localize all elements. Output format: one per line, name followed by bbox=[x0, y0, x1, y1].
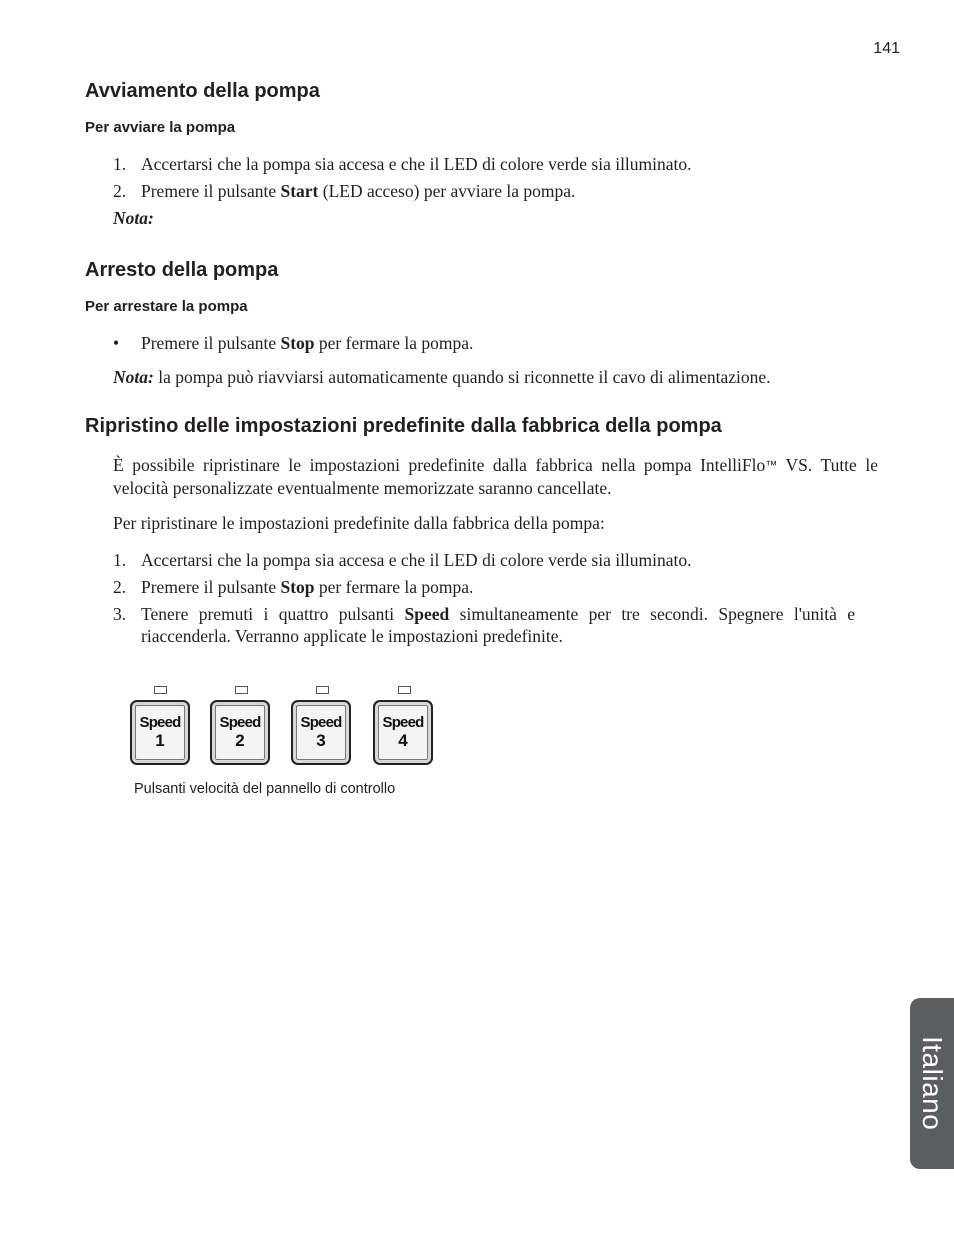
note-text: la pompa può riavviarsi automaticamente quando si riconnette il cavo di alimentazione. bbox=[153, 367, 771, 387]
bullet-text-pre: Premere il pulsante bbox=[141, 333, 281, 353]
trademark-symbol: ™ bbox=[765, 458, 778, 472]
speed-button-number: 4 bbox=[398, 731, 408, 750]
section-title-start-pump: Avviamento della pompa bbox=[85, 80, 320, 102]
start-button-ref: Start bbox=[280, 181, 319, 201]
led-indicator-icon bbox=[154, 686, 167, 694]
bullet-text-post: per fermare la pompa. bbox=[314, 333, 474, 353]
speed-button-1 bbox=[130, 700, 190, 765]
step-text-post: simultaneamente per tre secondi. Spegnere l'unità e riaccenderla. Verranno applicate le impostazioni predefinite. bbox=[141, 604, 856, 646]
bullet-text bbox=[141, 332, 473, 354]
led-indicator-icon bbox=[398, 686, 411, 694]
step-number: 1. bbox=[113, 550, 127, 570]
speed-button-label: Speed bbox=[382, 714, 424, 731]
intro-paragraph bbox=[113, 454, 878, 500]
speed-button-label: Speed bbox=[219, 714, 261, 731]
section-title-factory-reset: Ripristino delle impostazioni predefinite dalla fabbrica della pompa bbox=[85, 415, 722, 437]
step-text-post: (LED acceso) per avviare la pompa. bbox=[318, 181, 576, 201]
speed-button-4 bbox=[373, 700, 433, 765]
speed-button-ref: Speed bbox=[404, 604, 450, 624]
figure-caption: Pulsanti velocità del pannello di controllo bbox=[134, 781, 396, 797]
page-number: 141 bbox=[873, 40, 900, 57]
step-text-pre: Premere il pulsante bbox=[141, 577, 281, 597]
speed-button-2 bbox=[210, 700, 270, 765]
step-text-post: per fermare la pompa. bbox=[314, 577, 474, 597]
speed-button-label: Speed bbox=[300, 714, 342, 731]
step-number: 3. bbox=[113, 604, 127, 624]
step-number: 1. bbox=[113, 154, 127, 174]
note bbox=[113, 366, 771, 388]
intro-pre: È possibile ripristinare le impostazioni predefinite dalla fabbrica nella pompa IntelliFlo bbox=[113, 455, 766, 475]
note-label: Nota: bbox=[113, 367, 154, 387]
step-text bbox=[141, 576, 473, 598]
speed-button-label: Speed bbox=[139, 714, 181, 731]
lead-paragraph: Per ripristinare le impostazioni predefinite dalla fabbrica della pompa: bbox=[113, 513, 605, 533]
language-tab-label: Italiano bbox=[917, 1036, 948, 1131]
step-text-pre: Premere il pulsante bbox=[141, 181, 281, 201]
note-label: Nota: bbox=[113, 208, 154, 228]
section-subtitle-start-pump: Per avviare la pompa bbox=[85, 119, 236, 136]
speed-button-3 bbox=[291, 700, 351, 765]
speed-button-number: 1 bbox=[155, 731, 165, 750]
led-indicator-icon bbox=[316, 686, 329, 694]
section-title-stop-pump: Arresto della pompa bbox=[85, 259, 279, 281]
step-text bbox=[141, 603, 855, 647]
speed-buttons-figure bbox=[128, 686, 440, 770]
bullet-mark: • bbox=[113, 333, 120, 353]
step-text: Accertarsi che la pompa sia accesa e che il LED di colore verde sia illuminato. bbox=[141, 550, 692, 570]
step-number: 2. bbox=[113, 577, 127, 597]
stop-button-ref: Stop bbox=[280, 333, 315, 353]
speed-button-number: 2 bbox=[235, 731, 245, 750]
step-text-pre: Tenere premuti i quattro pulsanti bbox=[141, 604, 405, 624]
stop-button-ref: Stop bbox=[280, 577, 315, 597]
step-text bbox=[141, 180, 575, 202]
section-subtitle-stop-pump: Per arrestare la pompa bbox=[85, 298, 248, 315]
intro-post: VS. Tutte le velocità personalizzate eventualmente memorizzate saranno cancellate. bbox=[113, 455, 878, 498]
step-number: 2. bbox=[113, 181, 127, 201]
led-indicator-icon bbox=[235, 686, 248, 694]
step-text: Accertarsi che la pompa sia accesa e che il LED di colore verde sia illuminato. bbox=[141, 154, 692, 174]
speed-button-number: 3 bbox=[316, 731, 326, 750]
